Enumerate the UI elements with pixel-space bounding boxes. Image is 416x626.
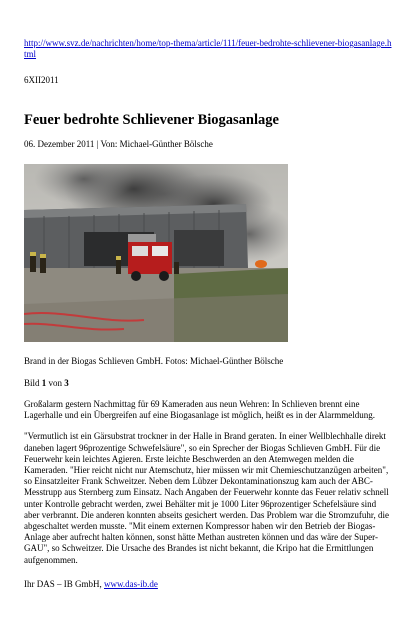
image-counter-total: 3 xyxy=(64,378,69,388)
footer xyxy=(24,579,392,590)
source-url-link[interactable]: http://www.svz.de/nachrichten/home/top-thema/article/111/feuer-bedrohte-schlievener-biogasanlage.html xyxy=(24,38,392,59)
image-counter xyxy=(24,378,392,389)
footer-text: Ihr DAS – IB GmbH, xyxy=(24,578,104,589)
image-counter-current: 1 xyxy=(41,378,47,388)
article-title: Feuer bedrohte Schlievener Biogasanlage xyxy=(24,112,279,128)
photo-graphic xyxy=(24,164,288,342)
photo-caption: Brand in der Biogas Schlieven GmbH. Fotos: Michael-Günther Bölsche xyxy=(24,356,284,366)
image-counter-middle: von xyxy=(46,378,65,388)
article-paragraph-1: Großalarm gestern Nachmittag für 69 Kameraden aus neun Wehren: In Schlieven brennt eine Lagerhalle und ein Übergreifen auf eine Biogasanlage ist möglich, heißt es in der Alarmmeldung. xyxy=(24,399,375,421)
fire-brigade-photo xyxy=(24,164,288,342)
footer-link[interactable]: www.das-ib.de xyxy=(104,578,158,589)
article-paragraph-2: "Vermutlich ist ein Gärsubstrat trockner in der Halle in Brand geraten. In einer Wellblechhalle direkt daneben lagert 96prozentige Schwefelsäure", so ein Sprecher der Biogas Schlieven GmbH. Für die Feuerwehr kein leichtes Agieren. Erste leichte Beschwerden an den Atemwegen melden die Kameraden. "Hier reicht nicht nur Atemschutz, hier müssen wir mit Chemieschutzanzügen arbeiten", so Einsatzleiter Frank Schweitzer. Neben dem Lübzer Dekontaminationszug kam auch der ABC-Messtrupp aus Sternberg zum Einsatz. Nach Angaben der Feuerwehr konnte das Feuer relativ schnell unter Kontrolle gebracht werden, zwei Behälter mit je 1000 Liter 96prozentiger Schefelsäure sind aber verbrannt. Die anderen konnten abseits gesichert werden. Das Problem war die Stromzufuhr, die abgeschaltet werden musste. "Mit einem externen Kompressor haben wir den Betrieb der Biogas-Anlage aber aufrecht halten können, sonst hätte Methan austreten können und das wäre der Super-GAU", so Schweitzer. Die Ursache des Brandes ist nicht bekannt, die Kripo hat die Ermittlungen aufgenommen. xyxy=(24,431,390,565)
image-counter-prefix: Bild xyxy=(24,378,42,388)
article-page xyxy=(24,38,392,590)
date-code: 6XII2011 xyxy=(24,75,59,85)
byline: 06. Dezember 2011 | Von: Michael-Günther Bölsche xyxy=(24,139,213,149)
